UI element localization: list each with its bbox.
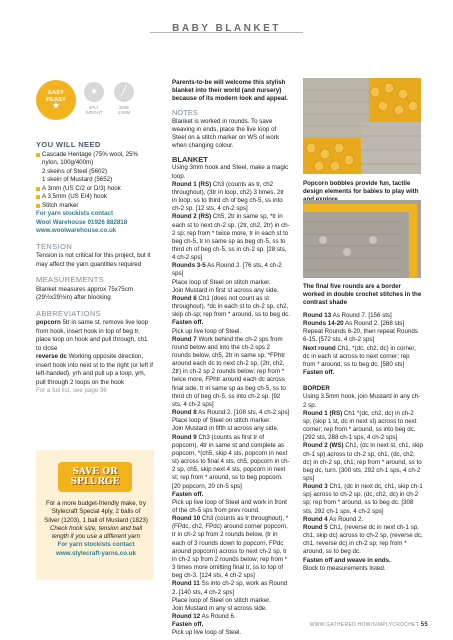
need-item: 2 skeins of Steel (5602) bbox=[42, 167, 108, 175]
measurements-heading: MEASUREMENTS bbox=[36, 275, 105, 284]
instruction-text: Fasten off. bbox=[172, 319, 204, 327]
need-item: A 3.5mm (US E/4) hook bbox=[36, 193, 154, 202]
instruction-text: Pick up live loop of Steel. bbox=[172, 629, 242, 637]
round-label: Round 8 bbox=[172, 409, 197, 417]
instruction-text: Join Mustard in first st across any side. bbox=[172, 286, 279, 294]
instruction-text: Round 12 As Round 6. bbox=[172, 613, 236, 620]
instruction-line bbox=[172, 434, 290, 491]
round-label: Round 12 bbox=[172, 613, 201, 620]
instruction-line bbox=[303, 345, 423, 369]
instruction-line bbox=[172, 605, 290, 613]
popcorn-detail-photo bbox=[303, 78, 421, 174]
round-label: Round 2 (RS) bbox=[172, 213, 212, 221]
abbreviations-heading: ABBREVIATIONS bbox=[36, 308, 102, 318]
right-column bbox=[303, 312, 423, 573]
instruction-text: Round 10 Ch3 (counts as tr throughout), *(FPdc, ch2, FPdc) around corner popcorn, tr in ch-2 sp from 2 rounds below, (tr in each of 3 rounds down to popcorn, FPdc around popcorn) across to next ch-2 sp, tr in ch-2 sp from 2 rounds below; rep from * 3 times more omitting final tr, ss to top of beg ch-3. [124 sts, 4 ch-2 sps] bbox=[172, 515, 289, 580]
instruction-line bbox=[303, 516, 423, 524]
difficulty-badge bbox=[36, 80, 76, 120]
instruction-text: Place loop of Steel on stitch marker. bbox=[172, 596, 271, 604]
round-label: Round 13 bbox=[303, 312, 332, 319]
instruction-text: Round 7 Work behind the ch-2 sps from round below and into the ch-2 sps 2 rounds below, ch5, 2tr in same sp, *FPhtr around each dc to next ch-2 sp, (2tr, ch2, 2tr) in ch-2 sp 2 rounds below; rep from * twice more, FPhtr around each dc across final side, tr in same sp as beg ch-5, ss to third ch of beg ch-5, ss into ch-2 sp. [92 sts, 4 ch-2 sps] bbox=[172, 335, 286, 408]
instruction-text: Fasten off. bbox=[172, 621, 204, 629]
intro-text: Parents-to-be will welcome this stylish blanket into their world (and nursery) because of its modern look and appeal. bbox=[172, 79, 288, 103]
need-item: A 3mm (US C/2 or D/3) hook bbox=[36, 185, 154, 194]
save-url[interactable]: www.stylecraft-yarns.co.uk bbox=[56, 549, 136, 557]
save-contact: For yarn stockists contact bbox=[57, 541, 135, 549]
instruction-line bbox=[303, 369, 423, 377]
instruction-line bbox=[172, 629, 290, 637]
stockist-url[interactable]: www.woolwarehouse.co.uk bbox=[36, 227, 117, 234]
round-label: Round 10 bbox=[172, 515, 201, 523]
instruction-text: Pick up live loop of Steel. bbox=[172, 327, 242, 335]
instruction-line bbox=[303, 393, 423, 409]
instruction-line bbox=[172, 287, 290, 295]
header-title: BABY BLANKET bbox=[172, 23, 281, 34]
instruction-text: Round 2 (WS) Ch1, (dc in next st, ch1, skip ch-1 sp) across to ch-2 sp, ch1, (dc, ch2, dc) in ch-2 sp, ch1; rep from * around, ss to beg dc, turn. [300 sts, 292 ch-1 sps, 4 ch-2 sps] bbox=[303, 442, 424, 482]
footer-url[interactable]: WWW.GATHERED.HOW/SIMPLYCROCHET bbox=[309, 622, 420, 628]
save-splurge-title bbox=[58, 462, 132, 492]
instruction-line bbox=[303, 442, 423, 483]
hook-size-badge bbox=[111, 82, 137, 115]
blanket-instructions bbox=[172, 164, 290, 637]
left-column bbox=[36, 136, 154, 396]
abbr-definition: 5tr in same st, remove live loop from hook, insert hook in top of beg tr, place loop on hook and pull through, ch1 to close bbox=[36, 319, 149, 352]
instruction-text: Round 3 Ch1, (dc in next dc, ch1, skip ch-1 sp) across to ch-2 sp, (dc, ch2, dc) in ch-2 sp; rep from * around, ss to beg dc. [308 sts, 292 ch-1 sps, 4 ch-2 sps] bbox=[303, 483, 423, 515]
instruction-line bbox=[172, 621, 290, 629]
round-label: Rounds 3-5 bbox=[172, 262, 206, 270]
star-icon: ★ bbox=[52, 101, 60, 110]
instruction-text: Using 3mm hook and Steel, make a magic loop. bbox=[172, 164, 289, 180]
instruction-line bbox=[172, 499, 290, 515]
instruction-text: Round 9 Ch3 (counts as first tr of popcorn), 4tr in same st and complete as popcorn, *(ch5, skip 4 sts, popcorn in next st) across to final 4 sts, ch5, popcorn in ch-2 sp, ch5, skip next 4 sts, popcorn in next st; rep from * around, ss to beg popcorn. [20 popcorn, 20 ch-5 sps] bbox=[172, 433, 290, 490]
save-line1: SAVE OR bbox=[72, 467, 118, 477]
weight-label2: WEIGHT bbox=[85, 110, 103, 115]
round-label: Rounds 14-20 bbox=[303, 320, 344, 328]
instruction-text: Round 2 (RS) Ch5, 2tr in same sp, *tr in each st to next ch-2 sp, (2tr, ch2, 2tr) in ch-2 sp; rep from * twice more, tr in each st to beg ch-5, tr in same sp as beg ch-5, ss to third ch of beg ch-5, ss in ch-2 sp. [28 sts, 4 ch-2 sps] bbox=[172, 213, 290, 262]
hook-label2: 3.5MM bbox=[117, 110, 131, 115]
border-detail-photo bbox=[303, 200, 421, 278]
caption-text: Popcorn bobbles provide fun, tactile design elements for babies to play with bbox=[303, 180, 419, 196]
instruction-line bbox=[172, 491, 290, 499]
caption-text: The final five rounds are a border worked in double crochet stitches in the contrast shade bbox=[303, 283, 422, 307]
instruction-text: Fasten off and weave in ends. bbox=[303, 556, 391, 564]
border-instructions bbox=[303, 393, 423, 572]
abbr-definition: Working opposite direction, insert hook into next st to the right (or left if left-handed), yrh and pull up a loop, yrh, pull through 2 loops on the hook bbox=[36, 353, 153, 386]
instruction-text: Next round Ch1, *(dc, ch2, dc) in corner, dc in each st across to next corner; rep from * around, ss to beg dc. [580 sts] bbox=[303, 344, 416, 368]
notes-text: Blanket is worked in rounds. To save weaving in ends, place the live loop of Steel on a stitch marker on WS of work when changing colour. bbox=[172, 117, 279, 150]
instruction-text: Round 1 (RS) Ch1 *(dc, ch2, dc) in ch-2 sp, (skip 1 st, dc in next st) across to next corner; rep from * around, ss into beg dc. [292 sts, 288 ch-1 sps, 4 ch-2 sps] bbox=[303, 409, 417, 442]
instruction-text: Repeat Rounds 6-20, then repeat Rounds 6-15. [572 sts, 4 ch-2 sps] bbox=[303, 328, 418, 344]
instruction-text: Block to measurements listed. bbox=[303, 564, 386, 572]
instruction-line bbox=[303, 320, 423, 328]
instruction-text: Round 5 Ch1, (reverse dc in next ch-1 sp, ch1, skip dc) across to ch-2 sp, (reverse dc, ch1, reverse dc) in ch-2 sp; rep from * around, ss to beg dc. bbox=[303, 523, 423, 556]
tension-heading: TENSION bbox=[36, 241, 73, 251]
instruction-text: Rounds 14-20 As Round 2. [268 sts] bbox=[303, 320, 405, 328]
round-label: Next round bbox=[303, 344, 338, 352]
instruction-line bbox=[172, 328, 290, 336]
instruction-text: Round 11 Ss into ch-2 sp, work as Round 2. [140 sts, 4 ch-2 sps] bbox=[172, 580, 288, 596]
round-label: Round 5 bbox=[303, 523, 328, 531]
header-rule bbox=[150, 32, 303, 33]
instruction-text: Round 6 Ch1 (does not count as st throughout), *dc in each st to ch-2 sp, ch2, skip ch-sp; rep from * around, ss to beg dc. bbox=[172, 294, 290, 319]
instruction-line bbox=[172, 580, 290, 596]
page-footer bbox=[300, 622, 428, 628]
instruction-line bbox=[172, 262, 290, 278]
instruction-line bbox=[303, 483, 423, 516]
difficulty-line1: EASY bbox=[48, 90, 64, 96]
instruction-line bbox=[172, 319, 290, 327]
you-will-need-heading: YOU WILL NEED bbox=[36, 140, 101, 149]
notes-heading: NOTES bbox=[172, 108, 198, 118]
photo-caption-2 bbox=[303, 283, 423, 307]
save-note: Check hook size, tension and ball length if you use a different yarn bbox=[49, 524, 143, 541]
instruction-line bbox=[172, 164, 290, 180]
save-splurge-text bbox=[44, 500, 148, 558]
instruction-line bbox=[172, 336, 290, 409]
round-label: Round 7 bbox=[172, 335, 197, 343]
round-label: Round 2 (WS) bbox=[303, 442, 344, 450]
border-heading: BORDER bbox=[303, 385, 330, 393]
instruction-line bbox=[172, 515, 290, 580]
weight-label1: 4PLY bbox=[89, 105, 99, 110]
difficulty-line2: PEASY bbox=[46, 97, 66, 103]
save-or-splurge-box bbox=[36, 450, 154, 580]
instruction-text: Pick up live loop of Steel and work in front of the ch-5 sps from prev round. bbox=[172, 498, 287, 514]
save-line2: SPLURGE bbox=[70, 477, 120, 487]
instruction-text: Place loop of Steel on stitch marker. bbox=[172, 278, 271, 286]
hook-label1: 3MM/ bbox=[118, 105, 130, 110]
measurements-text: Blanket measures approx 75x75cm (29½x29½in) after blocking bbox=[36, 285, 133, 301]
round-label: Round 6 bbox=[172, 294, 197, 302]
instruction-text: Fasten off. bbox=[172, 490, 204, 498]
instruction-text: Round 1 (RS) Ch3 (counts as tr, ch2 throughout), (3tr in loop, ch2) 3 times, 2tr in loop, ss to third ch of beg ch-5, ss into ch-2 sp. [12 sts, 4 ch-2 sps] bbox=[172, 180, 285, 213]
popcorn-photo-art bbox=[303, 78, 421, 174]
page-number: 55 bbox=[420, 622, 428, 628]
need-item: 1 skein of Mustard (5652) bbox=[42, 176, 113, 183]
round-label: Round 1 (RS) bbox=[172, 180, 212, 188]
instruction-text: Rounds 3-5 As Round 2. [76 sts, 4 ch-2 sps] bbox=[172, 262, 282, 278]
instruction-text: Join Mustard in fifth st across any side. bbox=[172, 425, 279, 433]
abbr-term: popcorn bbox=[36, 319, 61, 326]
yarn-weight-badge bbox=[81, 82, 107, 115]
tension-text: Tension is not critical for this project, but it may affect the yarn quantities required bbox=[36, 252, 151, 268]
blanket-heading: BLANKET bbox=[172, 155, 208, 165]
border-photo-art bbox=[303, 200, 421, 278]
instruction-line bbox=[303, 565, 423, 573]
round-label: Round 11 bbox=[172, 580, 200, 588]
instruction-text: Round 4 As Round 2. bbox=[303, 515, 364, 523]
instruction-line bbox=[303, 524, 423, 557]
instruction-text: Fasten off. bbox=[303, 369, 335, 377]
instruction-line bbox=[172, 279, 290, 287]
round-label: Round 1 (RS) bbox=[303, 409, 343, 417]
instruction-line bbox=[303, 557, 423, 565]
abbr-term: reverse dc bbox=[36, 353, 67, 360]
instruction-line bbox=[303, 328, 423, 344]
round-label: Round 4 bbox=[303, 515, 328, 523]
instruction-line bbox=[172, 295, 290, 319]
hook-icon: ╱ bbox=[114, 82, 134, 102]
continued-instructions bbox=[303, 312, 423, 377]
need-item: Cascade Heritage (75% wool, 25% nylon, 100g/400m) bbox=[36, 151, 154, 168]
stockist-name: Wool Warehouse 01926 882818 bbox=[36, 218, 128, 226]
instruction-text: Join Mustard in any st across side. bbox=[172, 604, 267, 612]
yarn-ball-icon: ● bbox=[84, 82, 104, 102]
round-label: Round 3 bbox=[303, 483, 328, 491]
instruction-text: Round 8 As Round 2. [108 sts, 4 ch-2 sps] bbox=[172, 409, 290, 417]
abbr-popcorn bbox=[36, 319, 154, 353]
instruction-line bbox=[172, 213, 290, 262]
save-intro: For a more budget-friendly make, try Stylecraft Special 4ply, 2 balls of Silver (1203), 1 ball of Mustard (1823) bbox=[44, 500, 148, 524]
instruction-line bbox=[172, 425, 290, 433]
instruction-line bbox=[172, 181, 290, 214]
page-header bbox=[0, 18, 453, 36]
need-item: Stitch marker bbox=[36, 202, 154, 211]
abbr-more-link[interactable]: For a full list, see page 96 bbox=[36, 387, 107, 394]
instruction-line bbox=[172, 613, 290, 621]
instruction-line bbox=[303, 410, 423, 443]
instruction-line bbox=[303, 312, 423, 320]
abbr-reverse-dc bbox=[36, 353, 154, 387]
instruction-line bbox=[172, 597, 290, 605]
middle-column bbox=[172, 79, 290, 637]
badge-row bbox=[36, 80, 156, 130]
stockist-line: For yarn stockists contact bbox=[36, 210, 114, 217]
instruction-text: Round 13 As Round 7. [156 sts] bbox=[303, 312, 392, 319]
round-label: Round 9 bbox=[172, 433, 197, 441]
instruction-text: Place loop of Steel on stitch marker. bbox=[172, 417, 271, 425]
instruction-line bbox=[172, 409, 290, 417]
instruction-line bbox=[172, 417, 290, 425]
instruction-text: Using 3.5mm hook, join Mustard in any ch-2 sp. bbox=[303, 393, 421, 409]
